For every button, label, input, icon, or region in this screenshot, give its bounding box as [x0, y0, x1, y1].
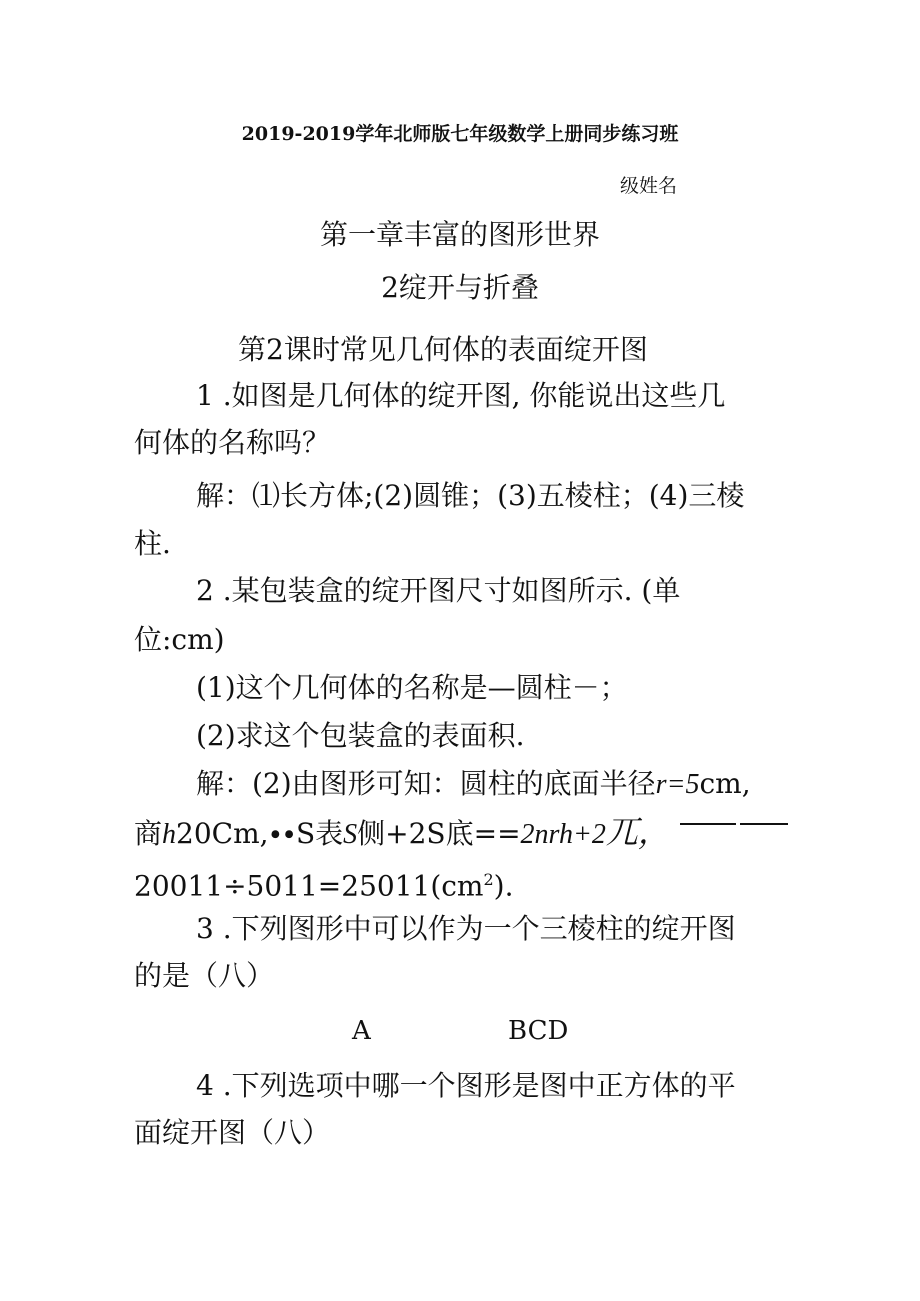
q1-text-line2: 何体的名称吗？: [134, 426, 331, 459]
q3-option-a: A: [352, 1016, 371, 1046]
q4-text-line1: 4 .下列选项中哪一个图形是图中正方体的平: [196, 1069, 736, 1102]
q2-sol-c: 20011÷5011=25011(cm: [134, 869, 484, 903]
q2-solution-line2: [134, 812, 670, 855]
q2-solution-line3: [134, 860, 514, 906]
answer-blank-line-right: [740, 823, 788, 825]
chapter-title: 第一章丰富的图形世界: [319, 218, 600, 251]
q2-sol-b-mid: 20Cm,∙∙S表: [176, 817, 344, 850]
worksheet-title: 2019-2019学年北师版七年级数学上册同步练习班: [241, 123, 679, 145]
q3-options-bcd: BCD: [508, 1016, 569, 1046]
q2-text-line1: 2 .某包装盒的绽开图尺寸如图所示. (单: [196, 574, 681, 607]
q1-answer-line1: 解：⑴长方体;(2)圆锥；(3)五棱柱；(4)三棱: [196, 479, 745, 512]
q1-answer-line2: 柱.: [134, 527, 171, 560]
q2-part2: (2)求这个包装盒的表面积.: [196, 719, 525, 752]
class-name-label: 级姓名: [620, 175, 678, 197]
q2-sol-c-end: ).: [493, 869, 514, 903]
q2-sol-b-prefix: 商: [134, 817, 163, 850]
section-title: 2绽开与折叠: [381, 271, 539, 304]
radius-formula: r=5: [655, 769, 700, 800]
q1-text-line1: 1 .如图是几何体的绽开图, 你能说出这些几: [196, 379, 726, 412]
q2-solution-line1: [196, 764, 751, 805]
q3-text-line2: 的是（八）: [134, 959, 275, 992]
q2-part1: (1)这个几何体的名称是—圆柱－；: [196, 671, 628, 704]
q2-sol-b-mid2: 侧+2S底==: [357, 817, 521, 850]
radius-unit: cm,: [699, 767, 751, 800]
height-symbol: h: [162, 819, 177, 850]
unit-exponent: 2: [483, 870, 494, 889]
area-formula: 2nrh+2: [520, 819, 606, 850]
q4-text-line2: 面绽开图（八）: [134, 1116, 331, 1149]
q2-solution-prefix: 解：(2)由图形可知：圆柱的底面半径: [196, 767, 656, 800]
q2-text-line2: 位:cm): [134, 623, 225, 656]
lesson-title: 第2课时常见几何体的表面绽开图: [238, 333, 648, 366]
q3-text-line1: 3 .下列图形中可以作为一个三棱柱的绽开图: [196, 912, 736, 945]
area-symbol: S: [343, 819, 358, 850]
answer-blank-line-left: [680, 823, 736, 825]
pi-symbol: 兀，: [605, 814, 670, 850]
